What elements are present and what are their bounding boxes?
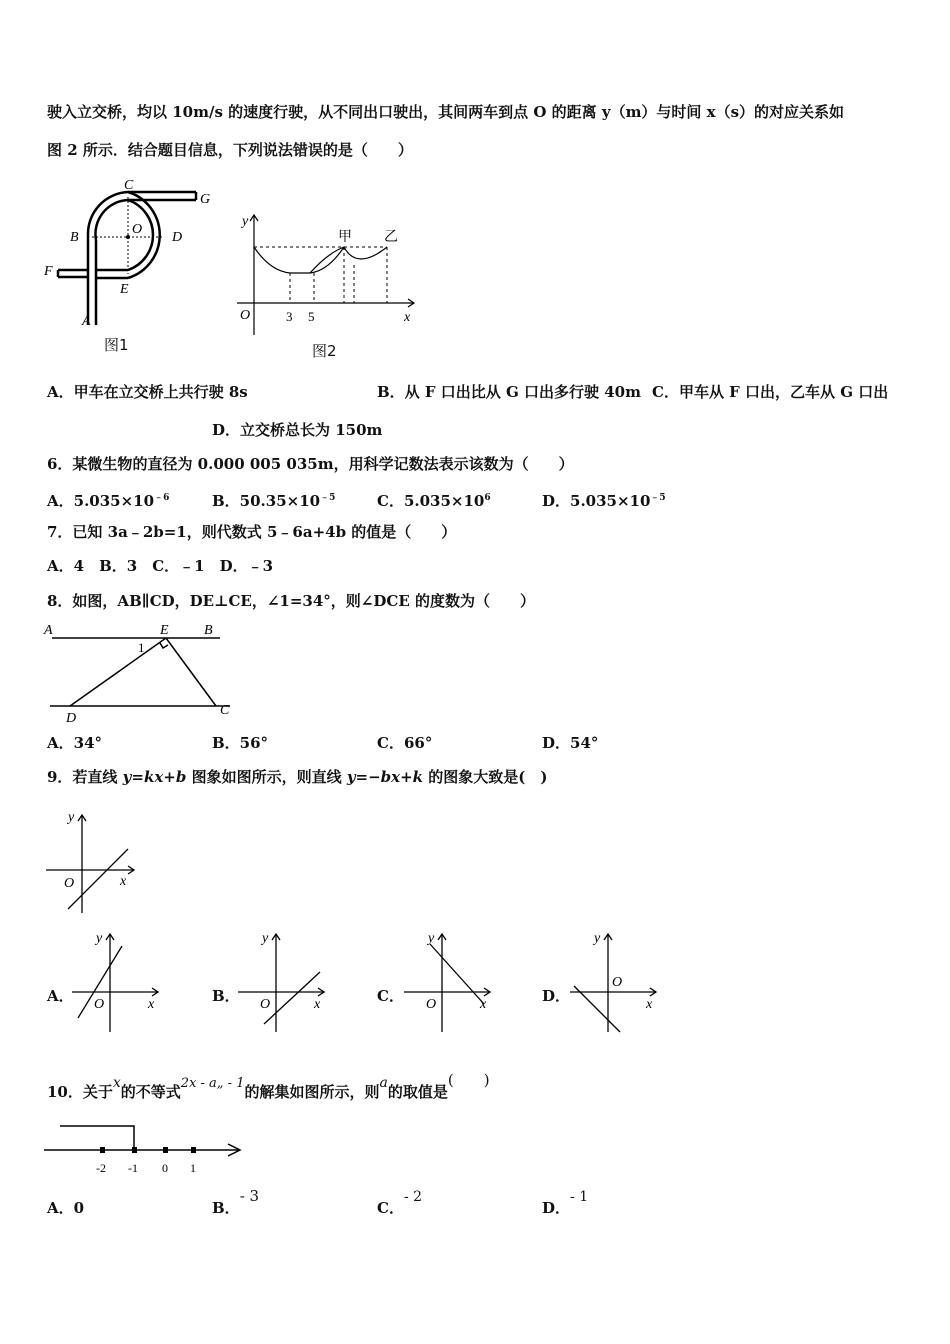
- fig2-label-y: y: [242, 214, 249, 229]
- q6-option-c: [377, 488, 491, 511]
- fig2-tick-3: 3: [286, 309, 293, 324]
- q9-c-y: y: [428, 931, 435, 946]
- q9-graph-d: [566, 928, 661, 1036]
- q7-stem: 7．已知 3a﹣2b=1，则代数式 5﹣6a+4b 的值是（ ）: [47, 523, 457, 541]
- fig1-label-b: B: [70, 230, 79, 245]
- fig2-label-yi: 乙: [384, 230, 398, 245]
- q6-b-base: B．50.35×10: [212, 492, 321, 510]
- q8-label-a: A: [44, 623, 53, 638]
- q7-options: A．4 B．3 C．﹣1 D．﹣3: [47, 557, 274, 575]
- fig1-label-d: D: [172, 230, 183, 245]
- q9-d-o: O: [612, 975, 623, 990]
- q9-given-x: x: [120, 874, 127, 889]
- q6-option-d: [542, 488, 666, 511]
- q9-option-b: B．: [212, 987, 240, 1005]
- fig2-label-jia: 甲: [338, 230, 352, 245]
- q9-d-y: y: [594, 931, 601, 946]
- q5-option-b: B．从 F 口出比从 G 口出多行驶 40m: [377, 383, 641, 401]
- q8-option-a: A．34°: [47, 734, 103, 752]
- q10-inequality: 2x - a„ - 1: [180, 1076, 245, 1091]
- q5-figure1: [40, 175, 230, 335]
- q10-tick-0: 0: [162, 1161, 168, 1175]
- q10-number-line: [42, 1118, 252, 1180]
- q10-b-value: - 3: [239, 1187, 260, 1205]
- q10-option-b: [212, 1187, 260, 1218]
- q9-stem-suffix: 的图象大致是( ): [423, 768, 548, 786]
- q8-option-d: D．54°: [542, 734, 599, 752]
- q10-b-label: B．: [212, 1199, 240, 1217]
- fig2-label-o: O: [240, 308, 251, 323]
- q9-stem: [47, 767, 547, 787]
- q9-given-y: y: [68, 810, 75, 825]
- q6-b-exp: ﹣5: [320, 493, 336, 503]
- q9-a-o: O: [94, 997, 105, 1012]
- q10-tick-m2: -2: [96, 1161, 106, 1175]
- q9-graph-c: [400, 928, 495, 1036]
- q8-label-1: 1: [138, 640, 145, 655]
- q10-var-x: x: [112, 1075, 121, 1091]
- q10-c-label: C．: [377, 1199, 404, 1217]
- q8-label-c: C: [220, 703, 230, 718]
- q10-var-a: a: [379, 1075, 388, 1091]
- q9-a-y: y: [96, 931, 103, 946]
- fig1-label-g: G: [200, 192, 211, 207]
- q9-b-y: y: [262, 931, 269, 946]
- q6-d-base: D．5.035×10: [542, 492, 651, 510]
- q5-stem-line1: 驶入立交桥，均以 10m/s 的速度行驶，从不同出口驶出，其间两车到点 O 的距离 y（m）与时间 x（s）的对应关系如: [47, 103, 845, 121]
- q10-stem-mid2: 的解集如图所示，则: [244, 1083, 380, 1101]
- q10-tick-m1: -1: [128, 1161, 138, 1175]
- q8-stem: 8．如图，AB∥CD，DE⊥CE，∠1=34°，则∠DCE 的度数为（ ）: [47, 592, 535, 610]
- q9-c-x: x: [480, 997, 487, 1012]
- q9-a-x: x: [148, 997, 155, 1012]
- q9-b-x: x: [314, 997, 321, 1012]
- q6-d-exp: ﹣5: [650, 493, 666, 503]
- q6-option-b: [212, 488, 335, 511]
- q5-option-a: A．甲车在立交桥上共行驶 8s: [47, 383, 248, 401]
- q10-stem: [47, 1071, 490, 1104]
- q9-d-x: x: [646, 997, 653, 1012]
- q6-option-a: [47, 488, 169, 511]
- q5-fig2-caption: 图2: [312, 342, 337, 360]
- fig2-tick-5: 5: [308, 309, 315, 324]
- q10-d-value: - 1: [570, 1189, 589, 1205]
- q9-option-d: D．: [542, 987, 571, 1005]
- q10-c-value: - 2: [403, 1189, 423, 1205]
- q8-label-b: B: [204, 623, 213, 638]
- q9-stem-prefix: 9．若直线: [47, 768, 123, 786]
- q10-stem-mid1: 的不等式: [120, 1083, 181, 1101]
- fig1-label-a: A: [82, 314, 91, 329]
- q9-stem-mid: 图象如图所示，则直线: [186, 768, 347, 786]
- fig2-label-x: x: [404, 310, 411, 325]
- q9-graph-b: [234, 928, 329, 1036]
- q9-stem-eq2: y=−bx+k: [346, 768, 424, 786]
- q6-stem: 6．某微生物的直径为 0.000 005 035m，用科学记数法表示该数为（ ）: [47, 455, 574, 473]
- q5-stem-line2: 图 2 所示．结合题目信息，下列说法错误的是（ ）: [47, 141, 413, 159]
- q6-c-exp: 6: [484, 493, 491, 503]
- q9-c-o: O: [426, 997, 437, 1012]
- q5-fig1-caption: 图1: [104, 336, 129, 354]
- q8-label-d: D: [66, 711, 77, 726]
- q10-option-a: A．0: [47, 1199, 85, 1217]
- fig1-label-f: F: [44, 264, 53, 279]
- q10-stem-mid3: 的取值是: [387, 1083, 448, 1101]
- q10-paren: ( ): [447, 1071, 490, 1089]
- fig1-label-o: O: [132, 222, 143, 237]
- q10-tick-1: 1: [190, 1161, 196, 1175]
- q10-option-c: [377, 1189, 423, 1219]
- q10-stem-prefix: 10．关于: [47, 1083, 113, 1101]
- q10-option-d: [542, 1189, 589, 1219]
- q9-option-a: A．: [47, 987, 74, 1005]
- q6-a-exp: ﹣6: [154, 493, 170, 503]
- q9-option-c: C．: [377, 987, 404, 1005]
- fig1-label-e: E: [120, 282, 129, 297]
- q5-figure2: [232, 205, 422, 340]
- q9-given-graph: [42, 805, 142, 915]
- q8-option-c: C．66°: [377, 734, 433, 752]
- q6-c-base: C．5.035×10: [377, 492, 485, 510]
- q6-a-base: A．5.035×10: [47, 492, 155, 510]
- q9-stem-eq1: y=kx+b: [122, 768, 187, 786]
- fig1-label-c: C: [124, 178, 134, 193]
- q8-figure: [42, 618, 237, 726]
- q8-label-e: E: [160, 623, 169, 638]
- q9-graph-a: [68, 928, 163, 1036]
- q9-given-o: O: [64, 876, 75, 891]
- q10-d-label: D．: [542, 1199, 571, 1217]
- q9-b-o: O: [260, 997, 271, 1012]
- q8-option-b: B．56°: [212, 734, 269, 752]
- q5-option-d: D．立交桥总长为 150m: [212, 421, 383, 439]
- q5-option-c: C．甲车从 F 口出，乙车从 G 口出: [652, 383, 889, 401]
